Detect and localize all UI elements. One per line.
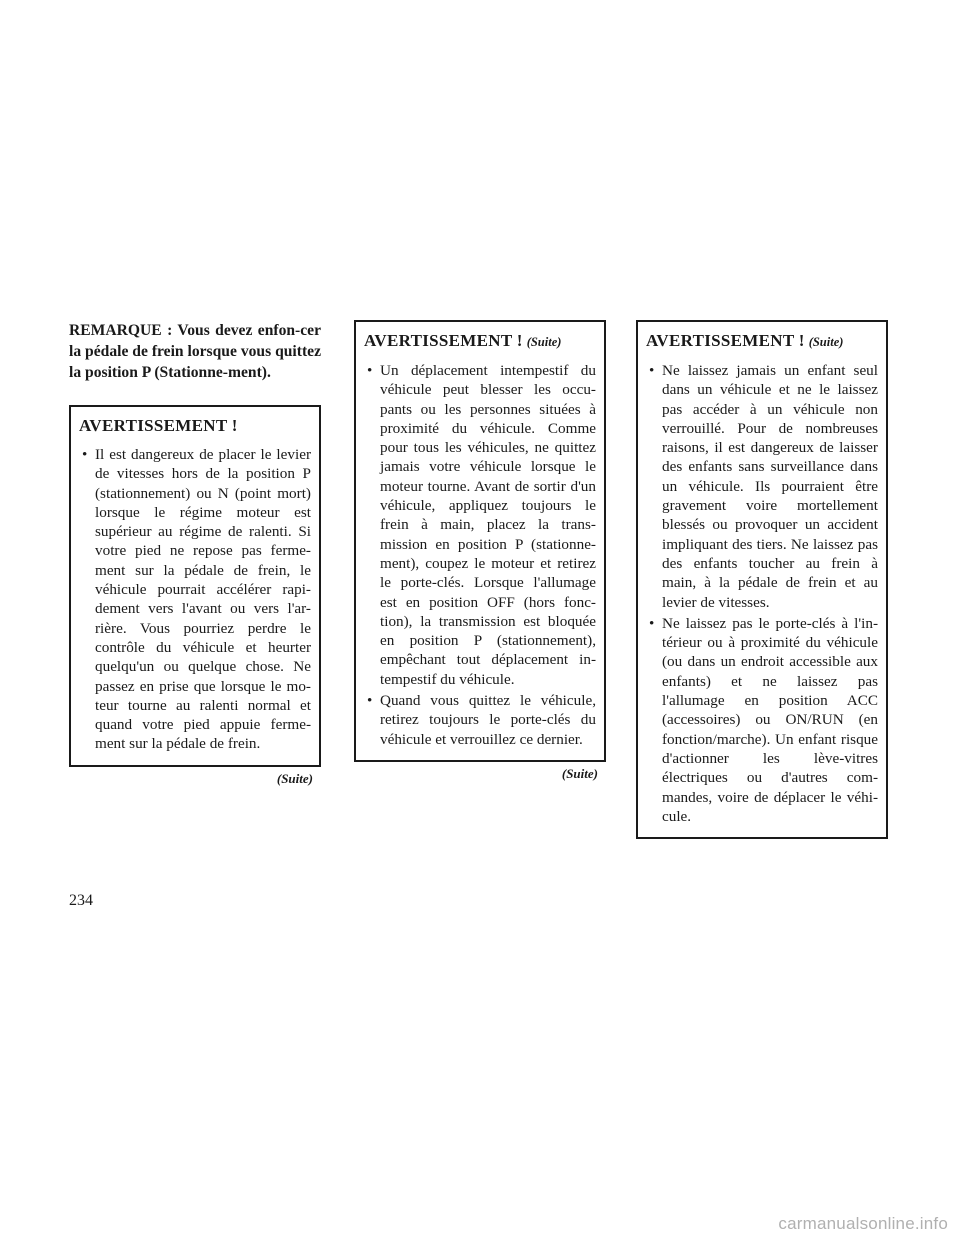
warning-bullet: • Il est dangereux de placer le levier de vitesses hors de la position P (stationnement) ou N (point mort) lorsque le régime moteur est supérieur au régime de ralenti. Si votre pied ne repose pas ferme-ment sur la pédale de frein, le véhicule pourrait accélérer rapi-dement vers l'avant ou vers l'ar-rière. Vous pourriez perdre le contrôle du véhicule et heurter quelqu'un ou quelque chose. Ne passez en prise que lorsque le mo-teur tourne au ralenti normal et quand votre pied appuie ferme-ment sur la pédale de frein. [79,445,311,754]
warning-title-suffix: (Suite) [808,335,844,349]
remark-note: REMARQUE : Vous devez enfon-cer la pédale de frein lorsque vous quittez la position P (Stationne-ment). [69,322,321,381]
warning-title-suffix: (Suite) [526,335,562,349]
warning-bullets [364,361,596,749]
warning-title-text: AVERTISSEMENT ! [646,331,805,350]
warning-bullet: • Ne laissez jamais un enfant seul dans un véhicule et ne le laissez pas accéder à un véhicule non verrouillé. Pour de nombreuses raisons, il est dangereux de laisser des enfants sans surveillance dans un véhicule. Ils pourraient être gravement voire mortellement blessés ou provoquer un accident impliquant des tiers. Ne laissez pas des enfants toucher au frein à main, à la pédale de frein et au levier de vitesses. [646,361,878,612]
warning-title-text: AVERTISSEMENT ! [79,416,238,435]
continued-label: (Suite) [561,765,598,781]
continued-label: (Suite) [276,770,313,786]
warning-box-1 [69,405,321,767]
warning-bullet: • Ne laissez pas le porte-clés à l'in-térieur ou à proximité du véhicule (ou dans un endroit accessible aux enfants) et ne laissez pas l'allumage en position ACC (accessoires) ou ON/RUN (en fonction/marche). Un enfant risque d'actionner les lève-vitres électriques ou d'autres com-mandes, voire de déplacer le véhi-cule. [646,614,878,826]
warning-box-3 [636,320,888,839]
warning-title-text: AVERTISSEMENT ! [364,331,523,350]
column-1 [69,320,321,787]
warning-box-2 [354,320,606,762]
warning-title [79,416,311,436]
warning-bullets [646,361,878,826]
warning-title [364,331,596,352]
watermark: carmanualsonline.info [778,1214,948,1233]
warning-bullet: • Un déplacement intempestif du véhicule peut blesser les occu-pants ou les personnes situées à proximité du véhicule. Comme pour tous les véhicules, ne quittez jamais votre véhicule lorsque le moteur tourne. Avant de sortir d'un véhicule, appliquez toujours le frein à main, placez la trans-mission en position P (stationne-ment), coupez le moteur et retirez le porte-clés. Lorsque l'allumage est en position OFF (hors fonc-tion), la transmission est bloquée en position P (stationnement), empêchant tout déplacement in-tempestif du véhicule. [364,361,596,689]
warning-title [646,331,878,352]
column-2 [354,320,606,782]
page-number: 234 [69,892,93,909]
warning-bullets [79,445,311,754]
warning-bullet: • Quand vous quittez le véhicule, retirez toujours le porte-clés du véhicule et verrouillez ce dernier. [364,691,596,749]
column-3 [636,320,888,839]
